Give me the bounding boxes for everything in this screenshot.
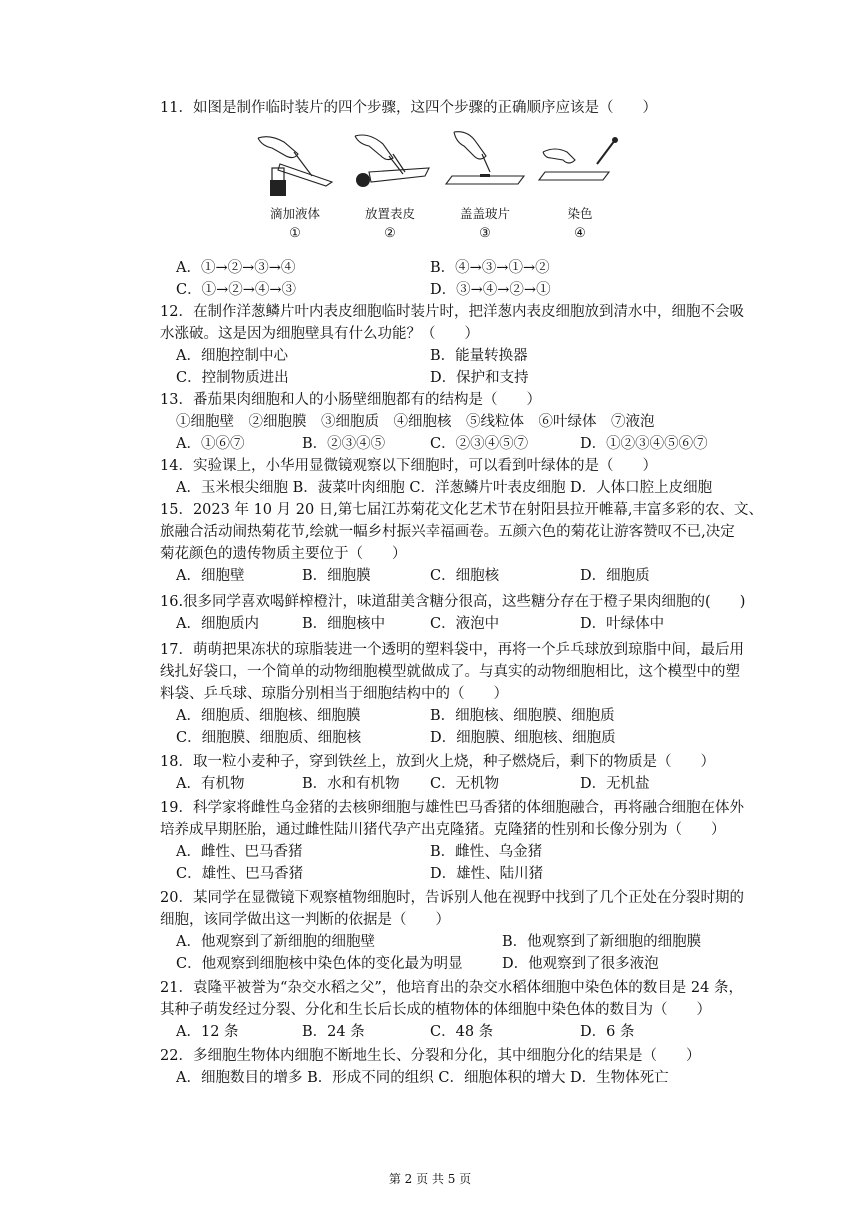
q12-stem-1: 12．在制作洋葱鳞片叶内表皮细胞临时装片时，把洋葱内表皮细胞放到清水中，细胞不会吸	[160, 304, 744, 320]
q13-stem: 13．番茄果肉细胞和人的小肠壁细胞都有的结构是（ ）	[160, 392, 541, 408]
q21-stem-1: 21．袁隆平被誉为“杂交水稻之父”，他培育出的杂交水稻体细胞中染色体的数目是 24 条，	[160, 980, 743, 996]
step-3-label: 盖盖玻片	[459, 206, 510, 221]
q12-options-row-1	[176, 346, 776, 366]
q21-options-row	[176, 1022, 776, 1042]
staining-illustration	[535, 128, 625, 198]
q17-option-a[interactable]: A．细胞质、细胞核、细胞膜	[176, 708, 361, 724]
q20-option-d[interactable]: D．他观察到了很多液泡	[502, 956, 659, 972]
tweezers-epidermis-illustration	[345, 128, 435, 198]
q15-options-row	[176, 566, 776, 586]
q21-stem-2: 其种子萌发经过分裂、分化和生长后长成的植物体的体细胞中染色体的数目为（ ）	[160, 1002, 711, 1018]
q13-options-row	[176, 434, 776, 454]
q19-option-b[interactable]: B．雌性、乌金猪	[430, 844, 543, 860]
q18-option-c[interactable]: C．无机物	[430, 776, 500, 792]
q13-option-d[interactable]: D．①②③④⑤⑥⑦	[580, 436, 708, 452]
q17-stem-2: 线扎好袋口，一个简单的动物细胞模型就做成了。与真实的动物细胞相比，这个模型中的塑	[160, 664, 740, 680]
q20-option-b[interactable]: B．他观察到了新细胞的细胞膜	[502, 934, 702, 950]
step-2-number: ②	[384, 226, 396, 241]
step-4-number: ④	[574, 226, 586, 241]
q17-option-b[interactable]: B．细胞核、细胞膜、细胞质	[430, 708, 615, 724]
q11-option-d[interactable]: D．③→④→②→①	[430, 282, 551, 298]
q19-stem-2: 培养成早期胚胎，通过雌性陆川猪代孕产出克隆猪。克隆猪的性别和长像分别为（ ）	[160, 822, 726, 838]
q11-option-b[interactable]: B．④→③→①→②	[430, 260, 550, 276]
q12-option-c[interactable]: C．控制物质进出	[176, 370, 289, 386]
q11-option-a[interactable]: A．①→②→③→④	[176, 260, 296, 276]
q15-option-a[interactable]: A．细胞壁	[176, 568, 245, 584]
q20-option-c[interactable]: C．他观察到细胞核中染色体的变化最为明显	[176, 956, 463, 972]
q19-stem-1: 19．科学家将雌性乌金猪的去核卵细胞与雄性巴马香猪的体细胞融合，再将融合细胞在体外	[160, 800, 744, 816]
q12-option-b[interactable]: B．能量转换器	[430, 348, 528, 364]
q14-options[interactable]: A．玉米根尖细胞 B．菠菜叶肉细胞 C．洋葱鳞片叶表皮细胞 D．人体口腔上皮细胞	[176, 480, 713, 496]
q17-options-row-1	[176, 706, 776, 726]
q18-options-row	[176, 774, 776, 794]
step-2-label: 放置表皮	[364, 206, 415, 221]
q15-option-c[interactable]: C．细胞核	[430, 568, 500, 584]
step-1-number: ①	[289, 226, 301, 241]
step-4	[535, 128, 625, 248]
q11-options-row-2	[176, 280, 776, 300]
step-3	[440, 128, 530, 248]
slide-steps-diagram	[250, 128, 630, 248]
q15-stem-1: 15．2023 年 10 月 20 日,第七届江苏菊花文化艺术节在射阳县拉开帷幕,丰富多彩的农、文、	[160, 502, 764, 518]
q15-option-b[interactable]: B．细胞膜	[302, 568, 371, 584]
step-2	[345, 128, 435, 248]
q12-option-d[interactable]: D．保护和支持	[430, 370, 529, 386]
q16-option-a[interactable]: A．细胞质内	[176, 616, 259, 632]
q18-option-a[interactable]: A．有机物	[176, 776, 245, 792]
q15-option-d[interactable]: D．细胞质	[580, 568, 650, 584]
q12-stem-2: 水涨破。这是因为细胞壁具有什么功能？（ ）	[160, 326, 479, 342]
q16-options-row	[176, 614, 776, 634]
step-1	[250, 128, 340, 248]
q15-stem-2: 旅融合活动闹热菊花节,绘就一幅乡村振兴幸福画卷。五颜六色的菊花让游客赞叹不已,决定	[160, 524, 735, 540]
q17-option-d[interactable]: D．细胞膜、细胞核、细胞质	[430, 730, 616, 746]
q11-options-row-1	[176, 258, 776, 278]
q21-option-a[interactable]: A．12 条	[176, 1024, 239, 1040]
q16-stem: 16.很多同学喜欢喝鲜榨橙汁，味道甜美含糖分很高，这些糖分存在于橙子果肉细胞的( )	[160, 594, 746, 610]
q16-option-b[interactable]: B．细胞核中	[302, 616, 386, 632]
q19-option-a[interactable]: A．雌性、巴马香猪	[176, 844, 303, 860]
q17-option-c[interactable]: C．细胞膜、细胞质、细胞核	[176, 730, 362, 746]
page-footer: 第 2 页 共 5 页	[388, 1172, 472, 1186]
q20-stem-1: 20．某同学在显微镜下观察植物细胞时，告诉别人他在视野中找到了几个正处在分裂时期的	[160, 890, 744, 906]
q18-option-b[interactable]: B．水和有机物	[302, 776, 400, 792]
q13-option-b[interactable]: B．②③④⑤	[302, 436, 386, 452]
q15-stem-3: 菊花颜色的遗传物质主要位于（ ）	[160, 546, 407, 562]
coverslip-illustration	[440, 128, 530, 198]
step-4-label: 染色	[567, 206, 593, 221]
q14-stem: 14．实验课上，小华用显微镜观察以下细胞时，可以看到叶绿体的是（ ）	[160, 458, 657, 474]
q21-option-b[interactable]: B．24 条	[302, 1024, 365, 1040]
q17-stem-3: 料袋、乒乓球、琼脂分别相当于细胞结构中的（ ）	[160, 686, 508, 702]
q17-stem-1: 17．萌萌把果冻状的琼脂装进一个透明的塑料袋中，再将一个乒乓球放到琼脂中间，最后用	[160, 642, 744, 658]
q20-option-a[interactable]: A．他观察到了新细胞的细胞壁	[176, 934, 375, 950]
q21-option-c[interactable]: C．48 条	[430, 1024, 494, 1040]
q22-options[interactable]: A．细胞数目的增多 B．形成不同的组织 C．细胞体积的增大 D．生物体死亡	[176, 1070, 669, 1086]
q20-options-row-2	[176, 954, 776, 974]
q11-stem: 11．如图是制作临时装片的四个步骤，这四个步骤的正确顺序应该是（ ）	[160, 100, 657, 116]
q20-stem-2: 细胞，该同学做出这一判断的依据是（ ）	[160, 912, 450, 928]
q22-stem: 22．多细胞生物体内细胞不断地生长、分裂和分化，其中细胞分化的结果是（ ）	[160, 1048, 701, 1064]
q11-option-c[interactable]: C．①→②→④→③	[176, 282, 297, 298]
step-1-label: 滴加液体	[269, 206, 320, 221]
q16-option-c[interactable]: C．液泡中	[430, 616, 500, 632]
q13-structures: ①细胞壁 ②细胞膜 ③细胞质 ④细胞核 ⑤线粒体 ⑥叶绿体 ⑦液泡	[176, 414, 655, 430]
q13-option-a[interactable]: A．①⑥⑦	[176, 436, 245, 452]
q20-options-row-1	[176, 932, 776, 952]
q19-options-row-1	[176, 842, 776, 862]
q19-option-c[interactable]: C．雄性、巴马香猪	[176, 866, 304, 882]
q18-option-d[interactable]: D．无机盐	[580, 776, 650, 792]
q13-option-c[interactable]: C．②③④⑤⑦	[430, 436, 529, 452]
q19-options-row-2	[176, 864, 776, 884]
step-3-number: ③	[479, 226, 491, 241]
q19-option-d[interactable]: D．雄性、陆川猪	[430, 866, 544, 882]
q21-option-d[interactable]: D．6 条	[580, 1024, 635, 1040]
q12-options-row-2	[176, 368, 776, 388]
dropper-drip-illustration	[250, 128, 340, 198]
q12-option-a[interactable]: A．细胞控制中心	[176, 348, 288, 364]
q16-option-d[interactable]: D．叶绿体中	[580, 616, 665, 632]
q18-stem: 18．取一粒小麦种子，穿到铁丝上，放到火上烧，种子燃烧后，剩下的物质是（ ）	[160, 754, 715, 770]
q17-options-row-2	[176, 728, 776, 748]
